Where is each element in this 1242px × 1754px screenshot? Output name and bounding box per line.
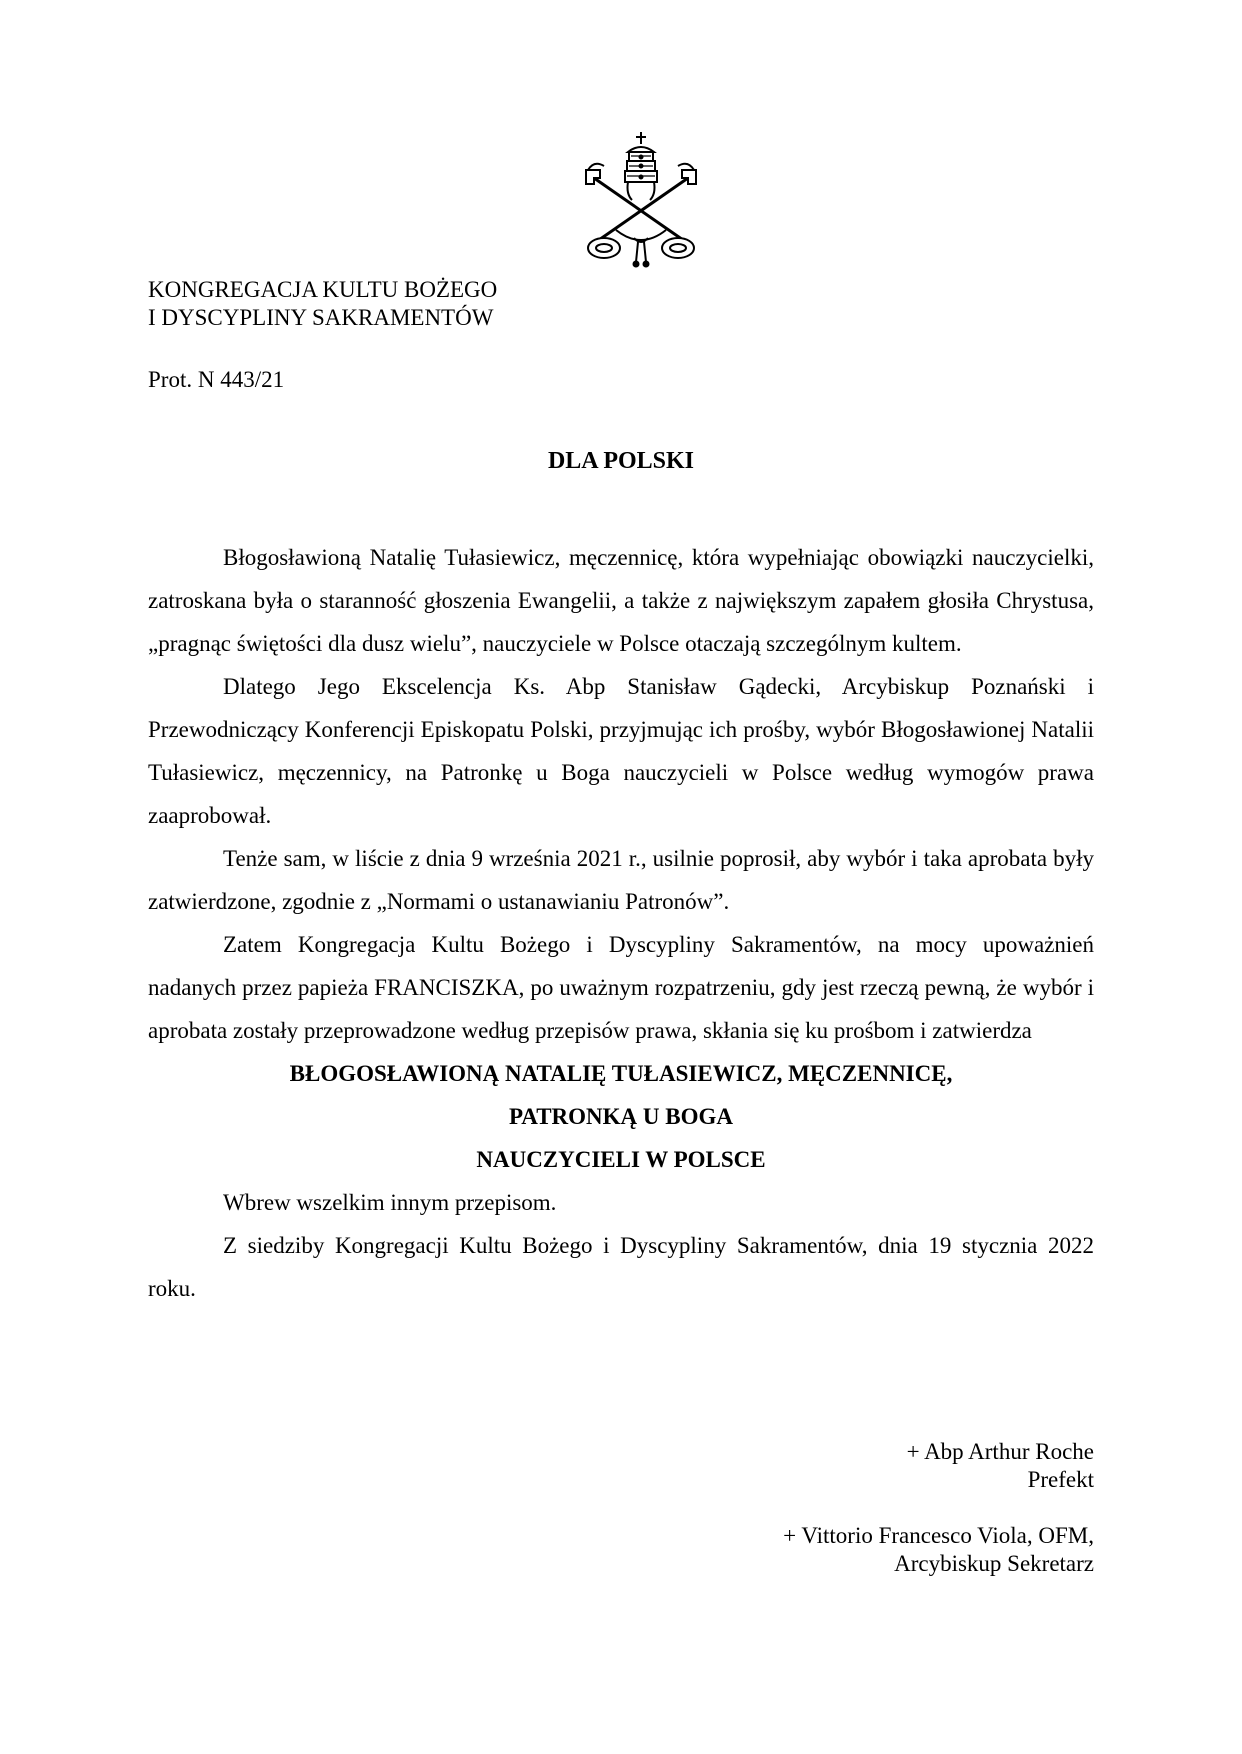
document-body: [148, 536, 1094, 1310]
paragraph-1: Błogosławioną Natalię Tułasiewicz, męczennicę, która wypełniając obowiązki nauczycielki, zatroskana była o staranność głoszenia Ewangelii, a także z największym zapałem głosiła Chrystusa, „pragnąc świętości dla dusz wielu”, nauczyciele w Polsce otaczają szczególnym kultem.: [148, 545, 1094, 656]
signature-prefect: [783, 1438, 1094, 1494]
papal-keys-tiara-icon: [576, 130, 706, 270]
prefect-role: Prefekt: [1027, 1467, 1094, 1492]
header-line-2: I DYSCYPLINY SAKRAMENTÓW: [148, 305, 494, 330]
decree-line-2: PATRONKĄ U BOGA: [508, 1104, 734, 1129]
signature-block: [783, 1438, 1094, 1606]
paragraph-5: Wbrew wszelkim innym przepisom.: [223, 1190, 557, 1215]
paragraph-4: Zatem Kongregacja Kultu Bożego i Dyscypliny Sakramentów, na mocy upoważnień nadanych przez papieża FRANCISZKA, po uważnym rozpatrzeniu, gdy jest rzeczą pewną, że wybór i aprobata zostały przeprowadzone według przepisów prawa, skłania się ku prośbom i zatwierdza: [148, 932, 1094, 1043]
decree-line-1: BŁOGOSŁAWIONĄ NATALIĘ TUŁASIEWICZ, MĘCZENNICĘ,: [289, 1061, 953, 1086]
decree-line-3: NAUCZYCIELI W POLSCE: [476, 1147, 766, 1172]
secretary-name: + Vittorio Francesco Viola, OFM,: [783, 1523, 1094, 1548]
signature-secretary: [783, 1522, 1094, 1578]
paragraph-6: Z siedziby Kongregacji Kultu Bożego i Dyscypliny Sakramentów, dnia 19 stycznia 2022 roku.: [148, 1233, 1094, 1301]
paragraph-2: Dlatego Jego Ekscelencja Ks. Abp Stanisław Gądecki, Arcybiskup Poznański i Przewodniczący Konferencji Episkopatu Polski, przyjmując ich prośby, wybór Błogosławionej Natalii Tułasiewicz, męczennicy, na Patronkę u Boga nauczycieli w Polsce według wymogów prawa zaaprobował.: [148, 674, 1094, 828]
document-title: DLA POLSKI: [547, 448, 695, 474]
header-line-1: KONGREGACJA KULTU BOŻEGO: [148, 277, 498, 302]
paragraph-3: Tenże sam, w liście z dnia 9 września 2021 r., usilnie poprosił, aby wybór i taka aprobata były zatwierdzone, zgodnie z „Normami o ustanawianiu Patronów”.: [148, 846, 1094, 914]
protocol-number: Prot. N 443/21: [148, 367, 285, 392]
congregation-header: [148, 276, 497, 332]
secretary-role: Arcybiskup Sekretarz: [894, 1551, 1094, 1576]
prefect-name: + Abp Arthur Roche: [906, 1439, 1094, 1464]
